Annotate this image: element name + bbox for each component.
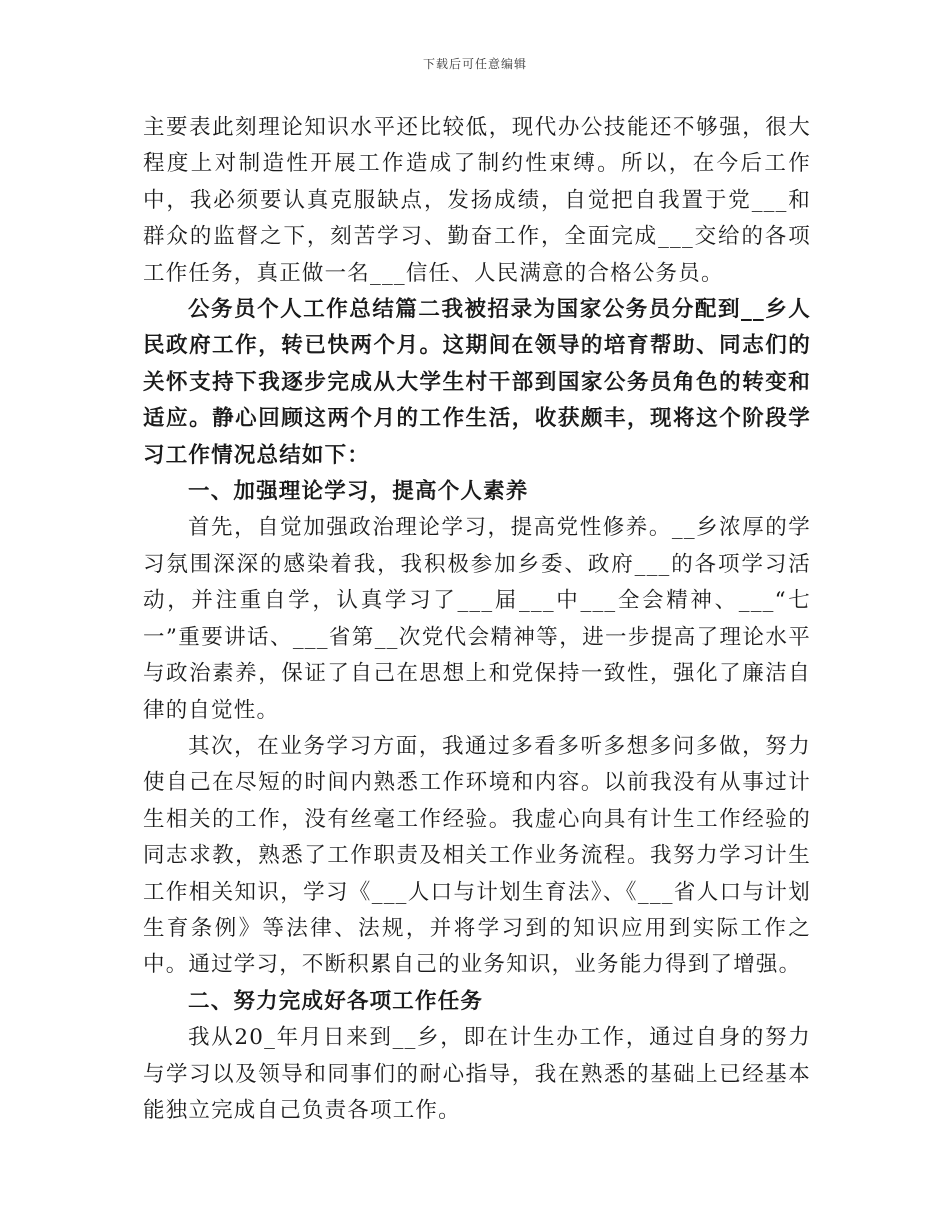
page-header-note: 下载后可任意编辑 xyxy=(422,57,527,71)
paragraph-first: 首先，自觉加强政治理论学习，提高党性修养。__乡浓厚的学习氛围深深的感染着我，我积极参加乡委、政府___的各项学习活动，并注重自学，认真学习了___届___中___全会精神、___“七一”重要讲话、___省第__次党代会精神等，进一步提高了理论水平与政治素养，保证了自己在思想上和党保持一致性，强化了廉洁自律的自觉性。 xyxy=(143,515,811,723)
paragraph-second: 其次，在业务学习方面，我通过多看多听多想多问多做，努力使自己在尽短的时间内熟悉工作环境和内容。以前我没有从事过计生相关的工作，没有丝毫工作经验。我虚心向具有计生工作经验的同志求教，熟悉了工作职责及相关工作业务流程。我努力学习计生工作相关知识，学习《___人口与计划生育法》、《___省人口与计划生育条例》等法律、法规，并将学习到的知识应用到实际工作之中。通过学习，不断积累自己的业务知识，业务能力得到了增强。 xyxy=(143,733,811,978)
heading-theory-study: 一、加强理论学习，提高个人素养 xyxy=(188,479,529,505)
heading-work-tasks: 二、努力完成好各项工作任务 xyxy=(188,988,484,1014)
section-title-paragraph: 公务员个人工作总结篇二我被招录为国家公务员分配到__乡人民政府工作，转已快两个月。这期间在领导的培育帮助、同志们的关怀支持下我逐步完成从大学生村干部到国家公务员角色的转变和适应。静心回顾这两个月的工作生活，收获颇丰，现将这个阶段学习工作情况总结如下： xyxy=(143,297,811,468)
paragraph-work: 我从20_年月日来到__乡，即在计生办工作，通过自身的努力与学习以及领导和同事们的耐心指导，我在熟悉的基础上已经基本能独立完成自己负责各项工作。 xyxy=(143,1025,811,1123)
paragraph-intro: 主要表此刻理论知识水平还比较低，现代办公技能还不够强，很大程度上对制造性开展工作造成了制约性束缚。所以，在今后工作中，我必须要认真克服缺点，发扬成绩，自觉把自我置于党___和群众的监督之下，刻苦学习、勤奋工作，全面完成___交给的各项工作任务，真正做一名___信任、人民满意的合格公务员。 xyxy=(143,115,811,286)
document-body xyxy=(143,110,811,1129)
